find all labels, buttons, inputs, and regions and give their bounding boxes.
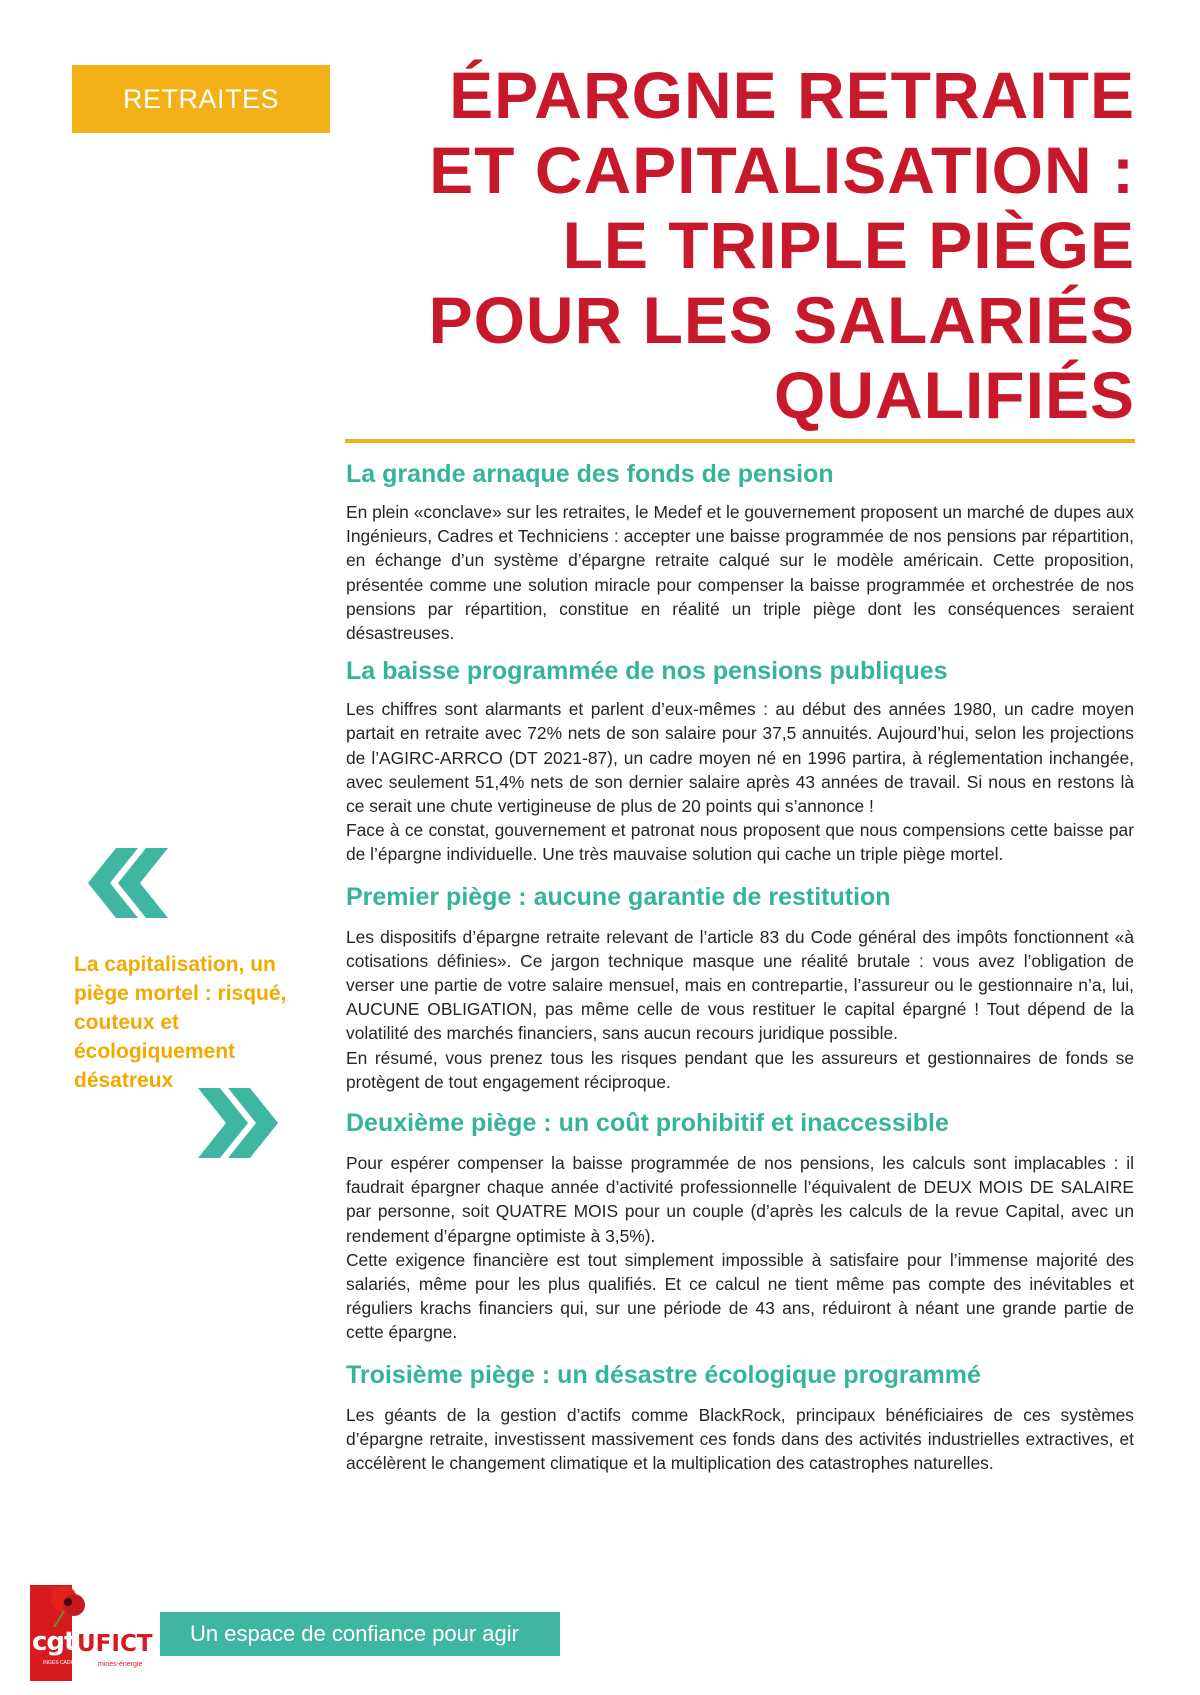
paragraph: Les dispositifs d’épargne retraite relevant de l’article 83 du Code général des impôts fonctionnent «à cotisations définies». Ce jargon technique masque une réalité brutale : vous avez l’obligation de verser une partie de votre salaire mensuel, mais en contrepartie, l’assureur ou le gestionnaire n’a, lui, AUCUNE OBLIGATION, pas même celle de vous restituer le capital épargné ! Tout dépend de la volatilité des marchés financiers, sans aucun recours juridique possible.: [346, 926, 1134, 1044]
section-premier-piege: [346, 881, 1134, 1094]
section-deuxieme-piege: [346, 1107, 1134, 1345]
logo-ufict-sub: mines-énergie: [98, 1661, 143, 1668]
title-divider: [345, 439, 1135, 443]
article-body: [346, 458, 1134, 1475]
title-line: ÉPARGNE RETRAITE: [449, 58, 1135, 132]
category-tag: RETRAITES: [72, 65, 330, 133]
paragraph: Pour espérer compenser la baisse programmée de nos pensions, les calculs sont implacables : il faudrait épargner chaque année d’activité professionnelle l’équivalent de DEUX MOIS DE SALAIRE par personne, soit QUATRE MOIS pour un couple (d’après les calculs de la revue Capital, avec un rendement d’épargne optimiste à 3,5%).: [346, 1153, 1134, 1246]
section-baisse-pensions: [346, 655, 1134, 866]
section-heading: Deuxième piège : un coût prohibitif et inaccessible: [346, 1109, 949, 1138]
title-line: LE TRIPLE PIÈGE: [562, 208, 1135, 282]
poppy-icon: [44, 1581, 90, 1627]
section-heading: La grande arnaque des fonds de pension: [346, 460, 834, 488]
section-heading: La baisse programmée de nos pensions publiques: [346, 657, 948, 686]
section-fonds-de-pension: [346, 458, 1134, 645]
paragraph: En résumé, vous prenez tous les risques pendant que les assureurs et gestionnaires de fonds se protègent de tout engagement réciproque.: [346, 1047, 1134, 1092]
section-troisieme-piege: [346, 1359, 1134, 1476]
pull-quote: La capitalisation, un piège mortel : risqué, couteux et écologiquement désatreux: [74, 953, 287, 1092]
logo-cgt-text: cgt: [32, 1627, 76, 1657]
title-line: ET CAPITALISATION :: [429, 133, 1135, 207]
section-heading: Premier piège : aucune garantie de restitution: [346, 882, 891, 911]
close-quote-icon: [198, 1088, 288, 1158]
cgt-ufict-logo: [30, 1585, 160, 1685]
logo-ufict-text: UFICT: [77, 1631, 153, 1657]
title-line: QUALIFIÉS: [773, 358, 1135, 432]
open-quote-icon: [78, 848, 168, 918]
paragraph: Les chiffres sont alarmants et parlent d’eux-mêmes : au début des années 1980, un cadre moyen partait en retraite avec 72% nets de son salaire pour 37,5 annuités. Aujourd’hui, selon les projections de l’AGIRC-ARRCO (DT 2021-87), un cadre moyen né en 1996 partira, à réglementation inchangée, avec seulement 51,4% nets de son dernier salaire après 43 années de travail. Si nous en restons là ce serait une chute vertigineuse de plus de 20 points qui s’annonce !: [346, 699, 1134, 817]
title-line: POUR LES SALARIÉS: [428, 283, 1135, 357]
section-heading: Troisième piège : un désastre écologique programmé: [346, 1360, 981, 1389]
paragraph: En plein «conclave» sur les retraites, le Medef et le gouvernement proposent un marché de dupes aux Ingénieurs, Cadres et Techniciens : accepter une baisse programmée de nos pensions par répartition, en échange d’un système d’épargne retraite calqué sur le modèle américain. Cette proposition, présentée comme une solution miracle pour compenser la baisse programmée et orchestrée de nos pensions par répartition, constitue en réalité un triple piège dont les conséquences seraient désastreuses.: [346, 502, 1134, 644]
footer-slogan-banner: Un espace de confiance pour agir: [160, 1612, 560, 1656]
paragraph: Les géants de la gestion d’actifs comme BlackRock, principaux bénéficiaires de ces systèmes d’épargne retraite, investissent massivement ces fonds dans des activités industrielles extractives, et accélèrent le changement climatique et la multiplication des catastrophes naturelles.: [346, 1404, 1134, 1474]
logo-sub-text: INGÉS CADRES TECHS: [43, 1660, 100, 1666]
paragraph: Face à ce constat, gouvernement et patronat nous proposent que nous compensions cette baisse par de l’épargne individuelle. Une très mauvaise solution qui cache un triple piège mortel.: [346, 820, 1134, 865]
page-title: [335, 58, 1135, 433]
paragraph: Cette exigence financière est tout simplement impossible à satisfaire pour l’immense majorité des salariés, même pour les plus qualifiés. Et ce calcul ne tient même pas compte des inévitables et réguliers krachs financiers qui, sur une période de 43 ans, réduiront à néant une grande partie de cette épargne.: [346, 1249, 1134, 1343]
